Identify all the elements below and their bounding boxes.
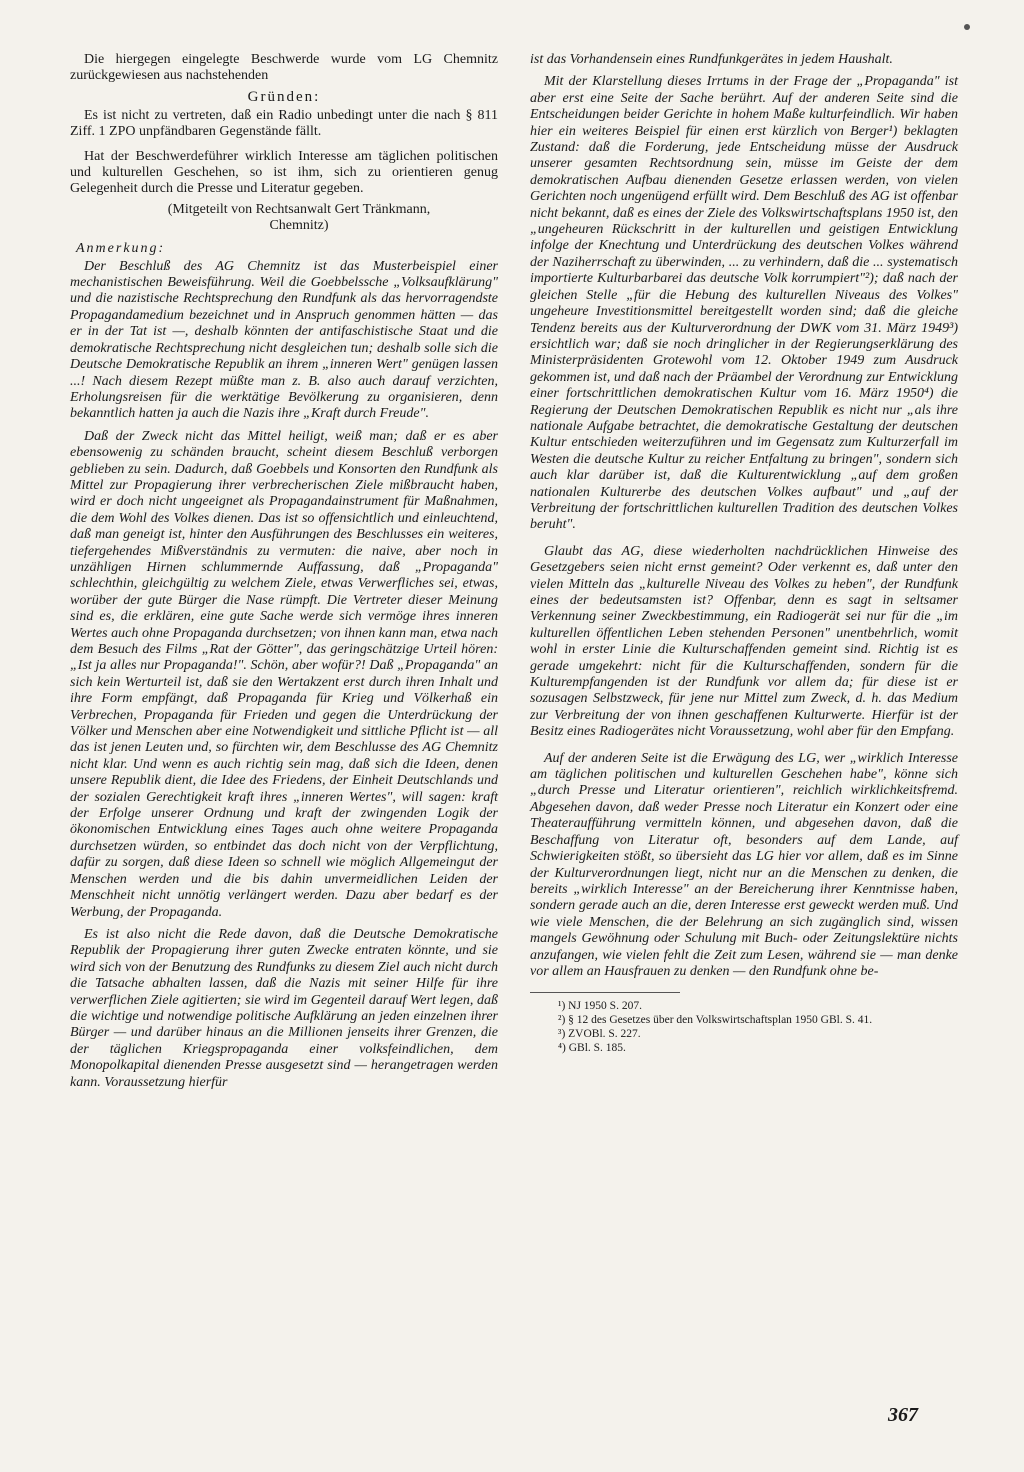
section-heading: Gründen: — [247, 88, 321, 105]
attribution — [70, 202, 498, 235]
right-paragraph-2: Glaubt das AG, diese wiederholten nachdrücklichen Hinweise des Gesetzgebers seien nicht ernst gemeint? Oder verkennt es, daß unter den vielen Mitteln das „kulturelle Niveau des Volkes zu heben", der Rundfunk eines der bedeutsamsten ist? Offenbar, denn es sagt in seltsamer Verkennung seiner Zweckbestimmung, ein Radiogerät sei nur für die „im kulturellen öffentlichen Leben stehenden Personen" unentbehrlich, womit wohl in erster Linie die Kulturschaffenden gemeint sind. Richtig ist es gerade umgekehrt: nicht für die Kulturschaffenden, sondern für die Kulturempfangenden ist der Rundfunk vor allem da; für diese ist er sozusagen Selbstzweck, für jene nur Mittel zum Zweck, d. h. das Medium zur Verbreitung der von ihnen geschaffenen Kulturwerte. Hierfür ist der Besitz eines Radiogerätes nicht Voraussetzung, wohl aber für den Empfang. — [530, 543, 958, 740]
note-paragraph-2: Daß der Zweck nicht das Mittel heiligt, weiß man; daß er es aber ebensowenig zu schänden braucht, scheint diesem Beschluß verborgen geblieben zu sein. Dadurch, daß Goebbels und Konsorten den Rundfunk als Mittel zur Propagierung ihrer verbrecherischen Ziele mißbraucht haben, wird er doch nicht ungeeignet als Propagandainstrument für Maßnahmen, die dem Wohl des Volkes dienen. Das ist so offensichtlich und einleuchtend, daß man geneigt ist, hinter den Ausführungen des Beschlusses ein weiteres, tiefergehendes Mißverständnis zu vermuten: die naive, aber noch in unzähligen Hirnen schlummernde Auffassung, daß „Propaganda" schlechthin, gleichgültig zu welchem Ziele, etwas Verwerfliches sei, etwas, worüber der gute Bürger die Nase rümpft. Die Vertreter dieser Meinung sind es, die erklären, eine gute Sache werde sich vermöge ihres inneren Wertes auch ohne Propaganda durchsetzen; von ihnen kann man, etwa nach dem Besuch des Films „Rat der Götter", das geringschätzige Urteil hören: „Ist ja alles nur Propaganda!". Schön, aber wofür?! Daß „Propaganda" an sich kein Werturteil ist, daß sie den Wertakzent erst durch ihren Inhalt und ihre Form empfängt, daß Propaganda für Krieg und Völkerhaß ein Verbrechen, Propaganda für Frieden und gegen die Unterdrückung der Völker und Menschen aber eine Notwendigkeit und sittliche Pflicht ist — all das ist jenen Leuten und, so fürchten wir, dem Beschlusse des AG Chemnitz nicht klar. Und wenn es auch richtig sein mag, daß sich die Ideen, denen unsere Republik dient, die Idee des Friedens, der Einheit Deutschlands und der sozialen Gerechtigkeit kraft ihres „inneren Wertes", will sagen: kraft der Erfolge unserer Ordnung und kraft der zwingenden Logik der ökonomischen Entwicklung eines Tages auch ohne weitere Propaganda durchsetzen würden, so entbindet das doch nicht von der Verpflichtung, dafür zu sorgen, daß diese Ideen so schnell wie möglich Allgemeingut der Menschen werden und die bis dahin unvermeidlichen Leiden der Menschheit nicht unnötig verlängert werden. Dazu aber bedarf es der Werbung, der Propaganda. — [70, 428, 498, 920]
right-paragraph-1: Mit der Klarstellung dieses Irrtums in der Frage der „Propaganda" ist aber erst eine Seite der Sache berührt. Auf der anderen Seite sind die Entscheidungen beider Gerichte in hohem Maße kulturfeindlich. Wir haben hier ein weiteres Beispiel für einen erst kürzlich von Berger¹) beklagten Zustand: daß die Forderung, jede Entscheidung müsse der Ausdruck unserer gesamten Rechtsordnung sein, müsse im Geiste der dem demokratischen Aufbau dienenden Gesetze erlassen werden, von vielen Gerichten noch ungenügend erfüllt wird. Dem Beschluß des AG ist offenbar nicht bekannt, daß es eines der Ziele des Volkswirtschaftsplans 1950 ist, den „ungeheuren Rückschritt in der kulturellen und geistigen Entwicklung infolge der Knechtung und Unterdrückung des deutschen Volkes während der Naziherrschaft zu überwinden, ... zu verhindern, daß die ... systematisch importierte Kulturbarbarei das deutsche Volk korrumpiert"²); daß nach der gleichen Stelle „für die Hebung des kulturellen Niveaus des Volkes" ungeheure Investitionsmittel bereitgestellt worden sind; daß die gleiche Tendenz bereits aus der Kulturverordnung der DWK vom 31. März 1949³) ersichtlich war; daß sie noch dringlicher in der Regierungserklärung des Ministerpräsidenten Grotewohl vom 12. Oktober 1949 zum Ausdruck gekommen ist, und daß nach der Präambel der Verordnung zur Entwicklung einer fortschrittlichen demokratischen Kultur vom 16. März 1950⁴) die Regierung der Deutschen Demokratischen Republik es nicht nur „als ihre nationale Aufgabe betrachtet, die demokratische Gestaltung der deutschen Kultur entschieden weiterzuführen und im Gegensatz zum Kulturzerfall im Westen die deutsche Kultur zu reicher Entfaltung zu bringen", sondern sich auch klar darüber ist, daß die Kulturentwicklung „auf dem großen nationalen Kulturerbe des deutschen Volkes aufbaut" und „auf der Verbreitung der fortschrittlichen kulturellen Tradition des deutschen Volkes beruht". — [530, 74, 958, 533]
attribution-line-1: (Mitgeteilt von Rechtsanwalt Gert Tränkmann, — [167, 201, 431, 217]
note-paragraph-3: Es ist also nicht die Rede davon, daß die Deutsche Demokratische Republik der Propagierung ihrer guten Zwecke entraten könnte, und sie wird sich von der Benutzung des Rundfunks zu diesem Ziel auch nicht durch die Tatsache abhalten lassen, daß die Nazis mit seiner Hilfe für ihre verwerflichen Ziele agitierten; sie wird im Gegenteil darauf Wert legen, daß die wichtige und notwendige politische Aufklärung an jeden einzelnen ihrer Bürger — und darüber hinaus an die Millionen jenseits ihrer Grenzen, die der täglichen Kriegspropaganda einer volksfeindlichen, dem Monopolkapital dienenden Presse ausgesetzt sind — herangetragen werden kann. Voraussetzung hierfür — [70, 926, 498, 1090]
right-column — [530, 52, 958, 1055]
page-number: 367 — [888, 1404, 918, 1426]
right-paragraph-3: Auf der anderen Seite ist die Erwägung des LG, wer „wirklich Interesse am täglichen politischen und kulturellen Geschehen habe", könne sich „durch Presse und Literatur orientieren", reichlich wirklichkeitsfremd. Abgesehen davon, daß weder Presse noch Literatur ein Konzert oder eine Theateraufführung vermitteln können, und abgesehen davon, daß die Beschaffung von Literatur oft, besonders auf dem Lande, auf Schwierigkeiten stößt, so übersieht das LG hier vor allem, daß es im Sinne der Kulturverordnungen liegt, nicht nur an die Menschen zu denken, die bereits „wirklich Interesse" an der Bereicherung ihrer Kenntnisse haben, sondern gerade auch an die, deren Interesse erst geweckt werden muß. Und wie viele Menschen, die der Belehrung an sich zugänglich sind, wissen mangels Gewöhnung oder Schulung mit Buch- oder Zeitungslektüre nichts anzufangen, wie vielen fehlt die Zeit zum Lesen, während sie — man denke vor allem an Hausfrauen zu denken — den Rundfunk ohne be- — [530, 750, 958, 979]
print-mark — [964, 24, 970, 30]
reasons-paragraph-1: Es ist nicht zu vertreten, daß ein Radio unbedingt unter die nach § 811 Ziff. 1 ZPO unpfändbaren Gegenstände fällt. — [70, 107, 498, 140]
footnote-1: ¹) NJ 1950 S. 207. — [558, 1000, 642, 1013]
attribution-line-2: Chemnitz) — [269, 218, 329, 234]
footnote-4: ⁴) GBl. S. 185. — [558, 1042, 626, 1055]
note-label: Anmerkung: — [76, 240, 166, 256]
footnote-3: ³) ZVOBl. S. 227. — [558, 1028, 641, 1041]
note-paragraph-1: Der Beschluß des AG Chemnitz ist das Musterbeispiel einer mechanistischen Beweisführung. Weil die Goebbelssche „Volksaufklärung" und die nazistische Rechtsprechung den Rundfunk als das hervorragendste Propagandamedium bezeichnet und in Anspruch genommen hätten — das er in der Tat ist —, deshalb könnten der antifaschistische Staat und die demokratische Rechtsprechung nicht desgleichen tun; deshalb solle sich die Deutsche Demokratische Republik an ihrem „inneren Wert" genügen lassen ...! Nach diesem Rezept müßte man z. B. also auch darauf verzichten, Erholungsreisen für die werktätige Bevölkerung zu organisieren, denn bekanntlich hatten ja auch die Nazis ihre „Kraft durch Freude". — [70, 258, 498, 422]
reasons-paragraph-2: Hat der Beschwerdeführer wirklich Interesse am täglichen politischen und kulturellen Geschehen, so ist ihm, sich zu orientieren genug Gelegenheit durch die Presse und Literatur gegeben. — [70, 148, 498, 197]
footnotes — [530, 992, 873, 1055]
intro-paragraph: Die hiergegen eingelegte Beschwerde wurde vom LG Chemnitz zurückgewiesen aus nachstehenden — [70, 52, 498, 84]
continuation-paragraph: ist das Vorhandensein eines Rundfunkgerätes in jedem Haushalt. — [530, 52, 893, 67]
left-column — [70, 52, 498, 1091]
footnote-2: ²) § 12 des Gesetzes über den Volkswirtschaftsplan 1950 GBl. S. 41. — [558, 1014, 873, 1027]
